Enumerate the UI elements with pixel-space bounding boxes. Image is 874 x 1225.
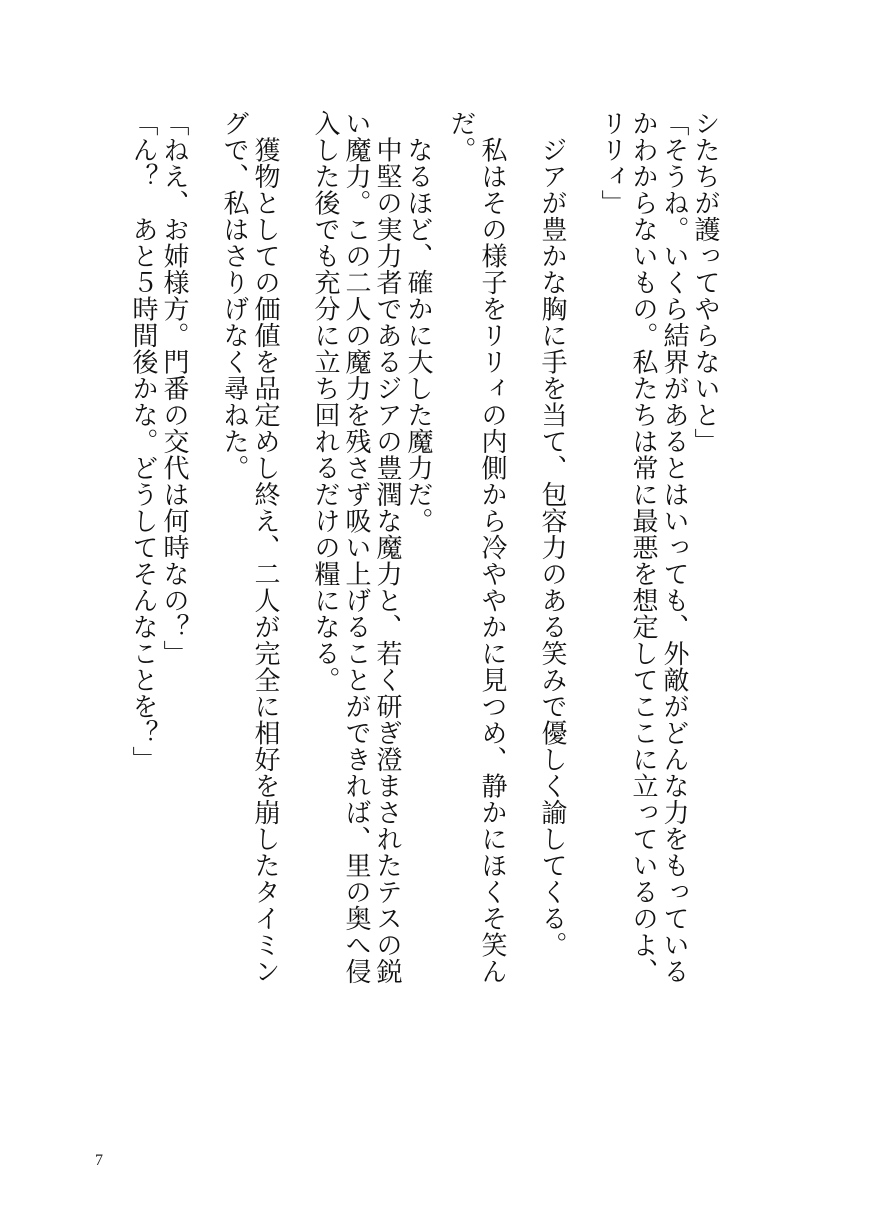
text-line: なるほど、確かに大した魔力だ。 [403,110,433,534]
text-line: かわからないもの。私たちは常に最悪を想定してここに立っているのよ、 [628,110,658,985]
text-line: 獲物としての価値を品定めし終え、二人が完全に相好を崩したタイミン [250,110,280,985]
text-line: ジアが豊かな胸に手を当て、包容力のある笑みで優しく諭してくる。 [537,110,567,958]
vertical-text-block [120,110,720,1110]
text-line: 「ねえ、お姉様方。門番の交代は何時なの？」 [159,110,189,667]
text-line: 「そうね。いくら結界があるとはいっても、外敵がどんな力をもっている [659,110,689,985]
text-line: 中堅の実力者であるジアの豊潤な魔力と、若く研ぎ澄まされたテスの鋭 [372,110,402,985]
text-line: 「ん？ あと５時間後かな。どうしてそんなことを？」 [128,110,158,773]
text-line: 私はその様子をリリィの内側から冷ややかに見つめ、静かにほくそ笑ん [477,110,507,985]
text-line: 入した後でも充分に立ち回れるだけの糧になる。 [310,110,340,693]
text-line: だ。 [446,110,476,163]
page-number: 7 [95,1152,103,1169]
text-line: グで、私はさりげなく尋ねた。 [219,110,249,481]
text-line: リリィ」 [597,110,627,216]
text-line: シたちが護ってやらないと」 [690,110,720,455]
text-line: い魔力。この二人の魔力を残さず吸い上げることができれば、里の奥へ侵 [341,110,371,985]
